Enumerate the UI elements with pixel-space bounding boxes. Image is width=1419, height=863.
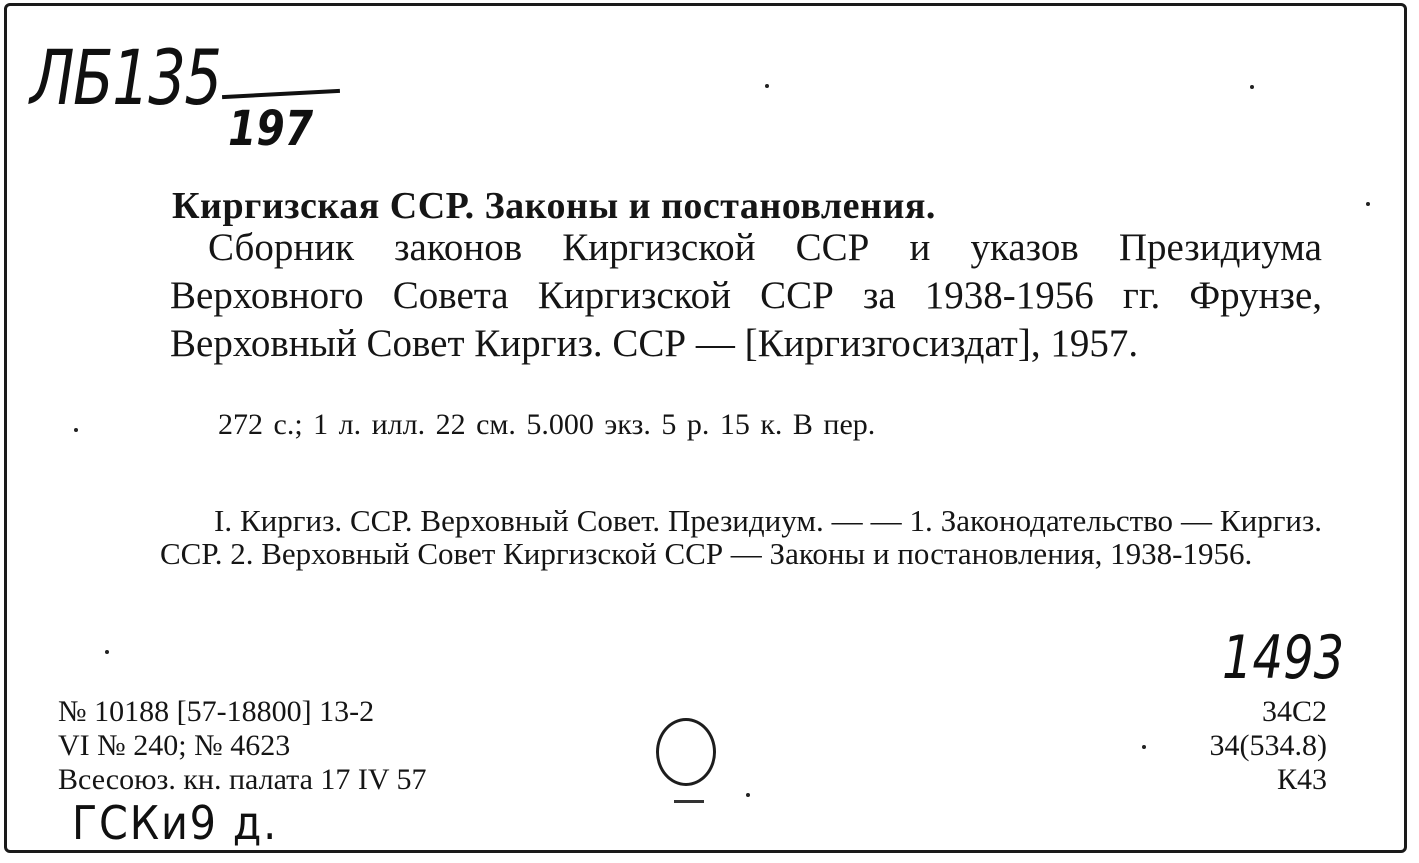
classification-line: 34C2 [1261,695,1327,728]
handwritten-fraction: 197 [228,101,314,157]
dust-speck [746,793,750,797]
record-number-line: VI № 240; № 4623 [58,729,291,762]
card-tracings: I. Киргиз. ССР. Верховный Совет. Президиум. — — 1. Законодательство — Киргиз. ССР. 2. Верховный Совет Киргизской ССР — Законы и постановления, 1938-1956. [160,503,1322,571]
record-numbers [58,695,427,797]
dust-speck [74,428,78,432]
handwritten-bottom-note: ГСКи9 д. [72,796,279,850]
classification-line: 34(534.8) [1209,729,1327,762]
classification-codes [1210,695,1327,797]
card-punch-hole [656,718,716,786]
record-number-line: № 10188 [57-18800] 13-2 [58,695,375,728]
dust-speck [1142,745,1146,749]
dust-speck [105,650,109,654]
dust-speck [1250,85,1254,89]
card-punch-hole-shadow [674,800,704,803]
dust-speck [765,84,769,88]
card-description: Сборник законов Киргизской ССР и указов Президиума Верховного Совета Киргизской ССР за 1938-1956 гг. Фрунзе, Верховный Совет Киргиз. ССР — [Киргизгосиздат], 1957. [170,226,1322,365]
classification-line: К43 [1276,763,1327,796]
record-number-line: Всесоюз. кн. палата 17 IV 57 [58,763,427,796]
card-heading: Киргизская ССР. Законы и постановления. [172,185,936,227]
card-collation: 272 с.; 1 л. илл. 22 см. 5.000 экз. 5 р. 15 к. В пер. [218,408,876,441]
handwritten-call-number: ЛБ135 [30,33,221,122]
dust-speck [1366,202,1370,206]
handwritten-number-right: 1493 [1222,623,1345,693]
